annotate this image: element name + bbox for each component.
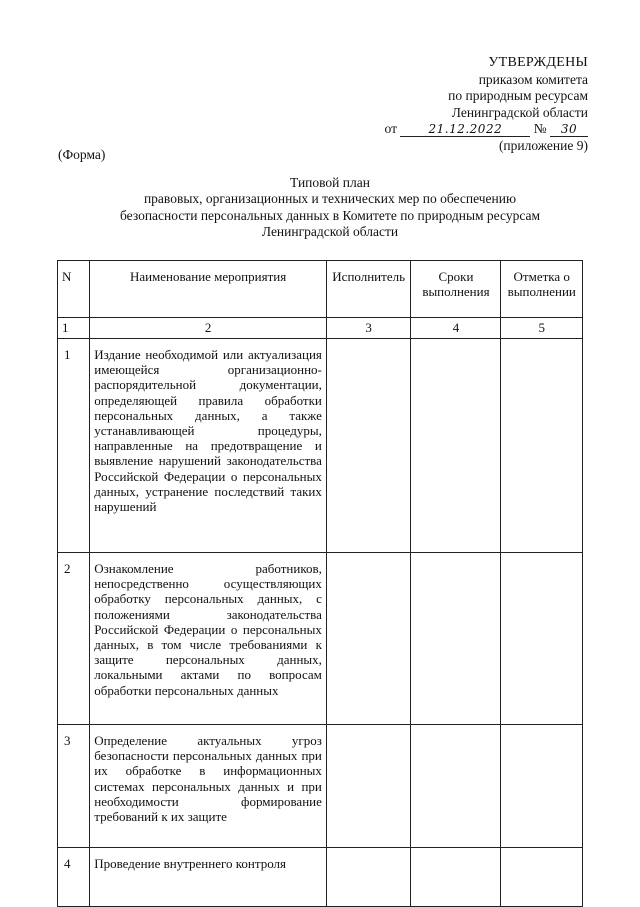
row-number: 3: [58, 725, 90, 848]
header-deadline: Сроки выполнения: [411, 261, 501, 318]
deadline-cell: [411, 725, 501, 848]
executor-cell: [326, 848, 411, 907]
table-row: [58, 339, 583, 553]
deadline-cell: [411, 553, 501, 725]
measure-name: Ознакомление работников, непосредственно осуществляющих обработку персональных данных, с положениями законодательства Российской Федерации о персональных данных, в том числе требованиями к защите персональных данных, локальными актами по вопросам обработки персональных данных: [90, 553, 327, 725]
handwritten-date: 21.12.2022: [400, 122, 530, 137]
table-row: [58, 725, 583, 848]
table-row: [58, 553, 583, 725]
header-number: N: [58, 261, 90, 318]
measure-name: Издание необходимой или актуализация имеющейся организационно-распорядительной документации, определяющей правила обработки персональных данных, а также устанавливающей процедуры, направленные на предотвращение и выявление нарушений законодательства Российской Федерации о персональных данных, устранение последствий таких нарушений: [90, 339, 327, 553]
row-number: 2: [58, 553, 90, 725]
approval-date-line: [358, 121, 588, 138]
approval-block: [358, 55, 588, 154]
table-header-row: [58, 261, 583, 318]
plan-title-line-2: правовых, организационных и технических мер по обеспечению: [143, 191, 517, 207]
handwritten-number: 30: [550, 122, 588, 137]
index-cell: 5: [501, 318, 583, 339]
index-cell: 1: [58, 318, 90, 339]
completion-mark-cell: [501, 848, 583, 907]
index-cell: 2: [90, 318, 327, 339]
index-cell: 3: [326, 318, 411, 339]
executor-cell: [326, 553, 411, 725]
executor-cell: [326, 725, 411, 848]
approval-title: УТВЕРЖДЕНЫ: [488, 55, 588, 70]
approval-line-1: приказом комитета: [478, 71, 588, 87]
plan-title: [90, 175, 570, 240]
header-completion-mark: Отметка о выполнении: [501, 261, 583, 318]
row-number: 1: [58, 339, 90, 553]
completion-mark-cell: [501, 553, 583, 725]
deadline-cell: [411, 848, 501, 907]
appendix-label: (приложение 9): [498, 137, 588, 153]
plan-title-line-3: безопасности персональных данных в Комитете по природным ресурсам: [119, 207, 541, 223]
index-cell: 4: [411, 318, 501, 339]
form-label: (Форма): [58, 147, 106, 162]
from-label: от: [384, 121, 397, 136]
plan-title-line-4: Ленинградской области: [261, 223, 399, 239]
number-label: №: [533, 121, 547, 136]
table-index-row: [58, 318, 583, 339]
approval-line-3: Ленинградской области: [451, 104, 588, 120]
measure-name: Определение актуальных угроз безопасности персональных данных при их обработке в информационных системах персональных данных и при необходимости формирование требований к их защите: [90, 725, 327, 848]
deadline-cell: [411, 339, 501, 553]
plan-title-line-1: Типовой план: [290, 175, 370, 190]
executor-cell: [326, 339, 411, 553]
approval-line-2: по природным ресурсам: [448, 88, 588, 103]
header-name: Наименование мероприятия: [90, 261, 327, 318]
table-row: [58, 848, 583, 907]
header-executor: Исполнитель: [326, 261, 411, 318]
measure-name: Проведение внутреннего контроля: [90, 848, 327, 907]
completion-mark-cell: [501, 339, 583, 553]
completion-mark-cell: [501, 725, 583, 848]
measures-table: [57, 260, 583, 907]
row-number: 4: [58, 848, 90, 907]
